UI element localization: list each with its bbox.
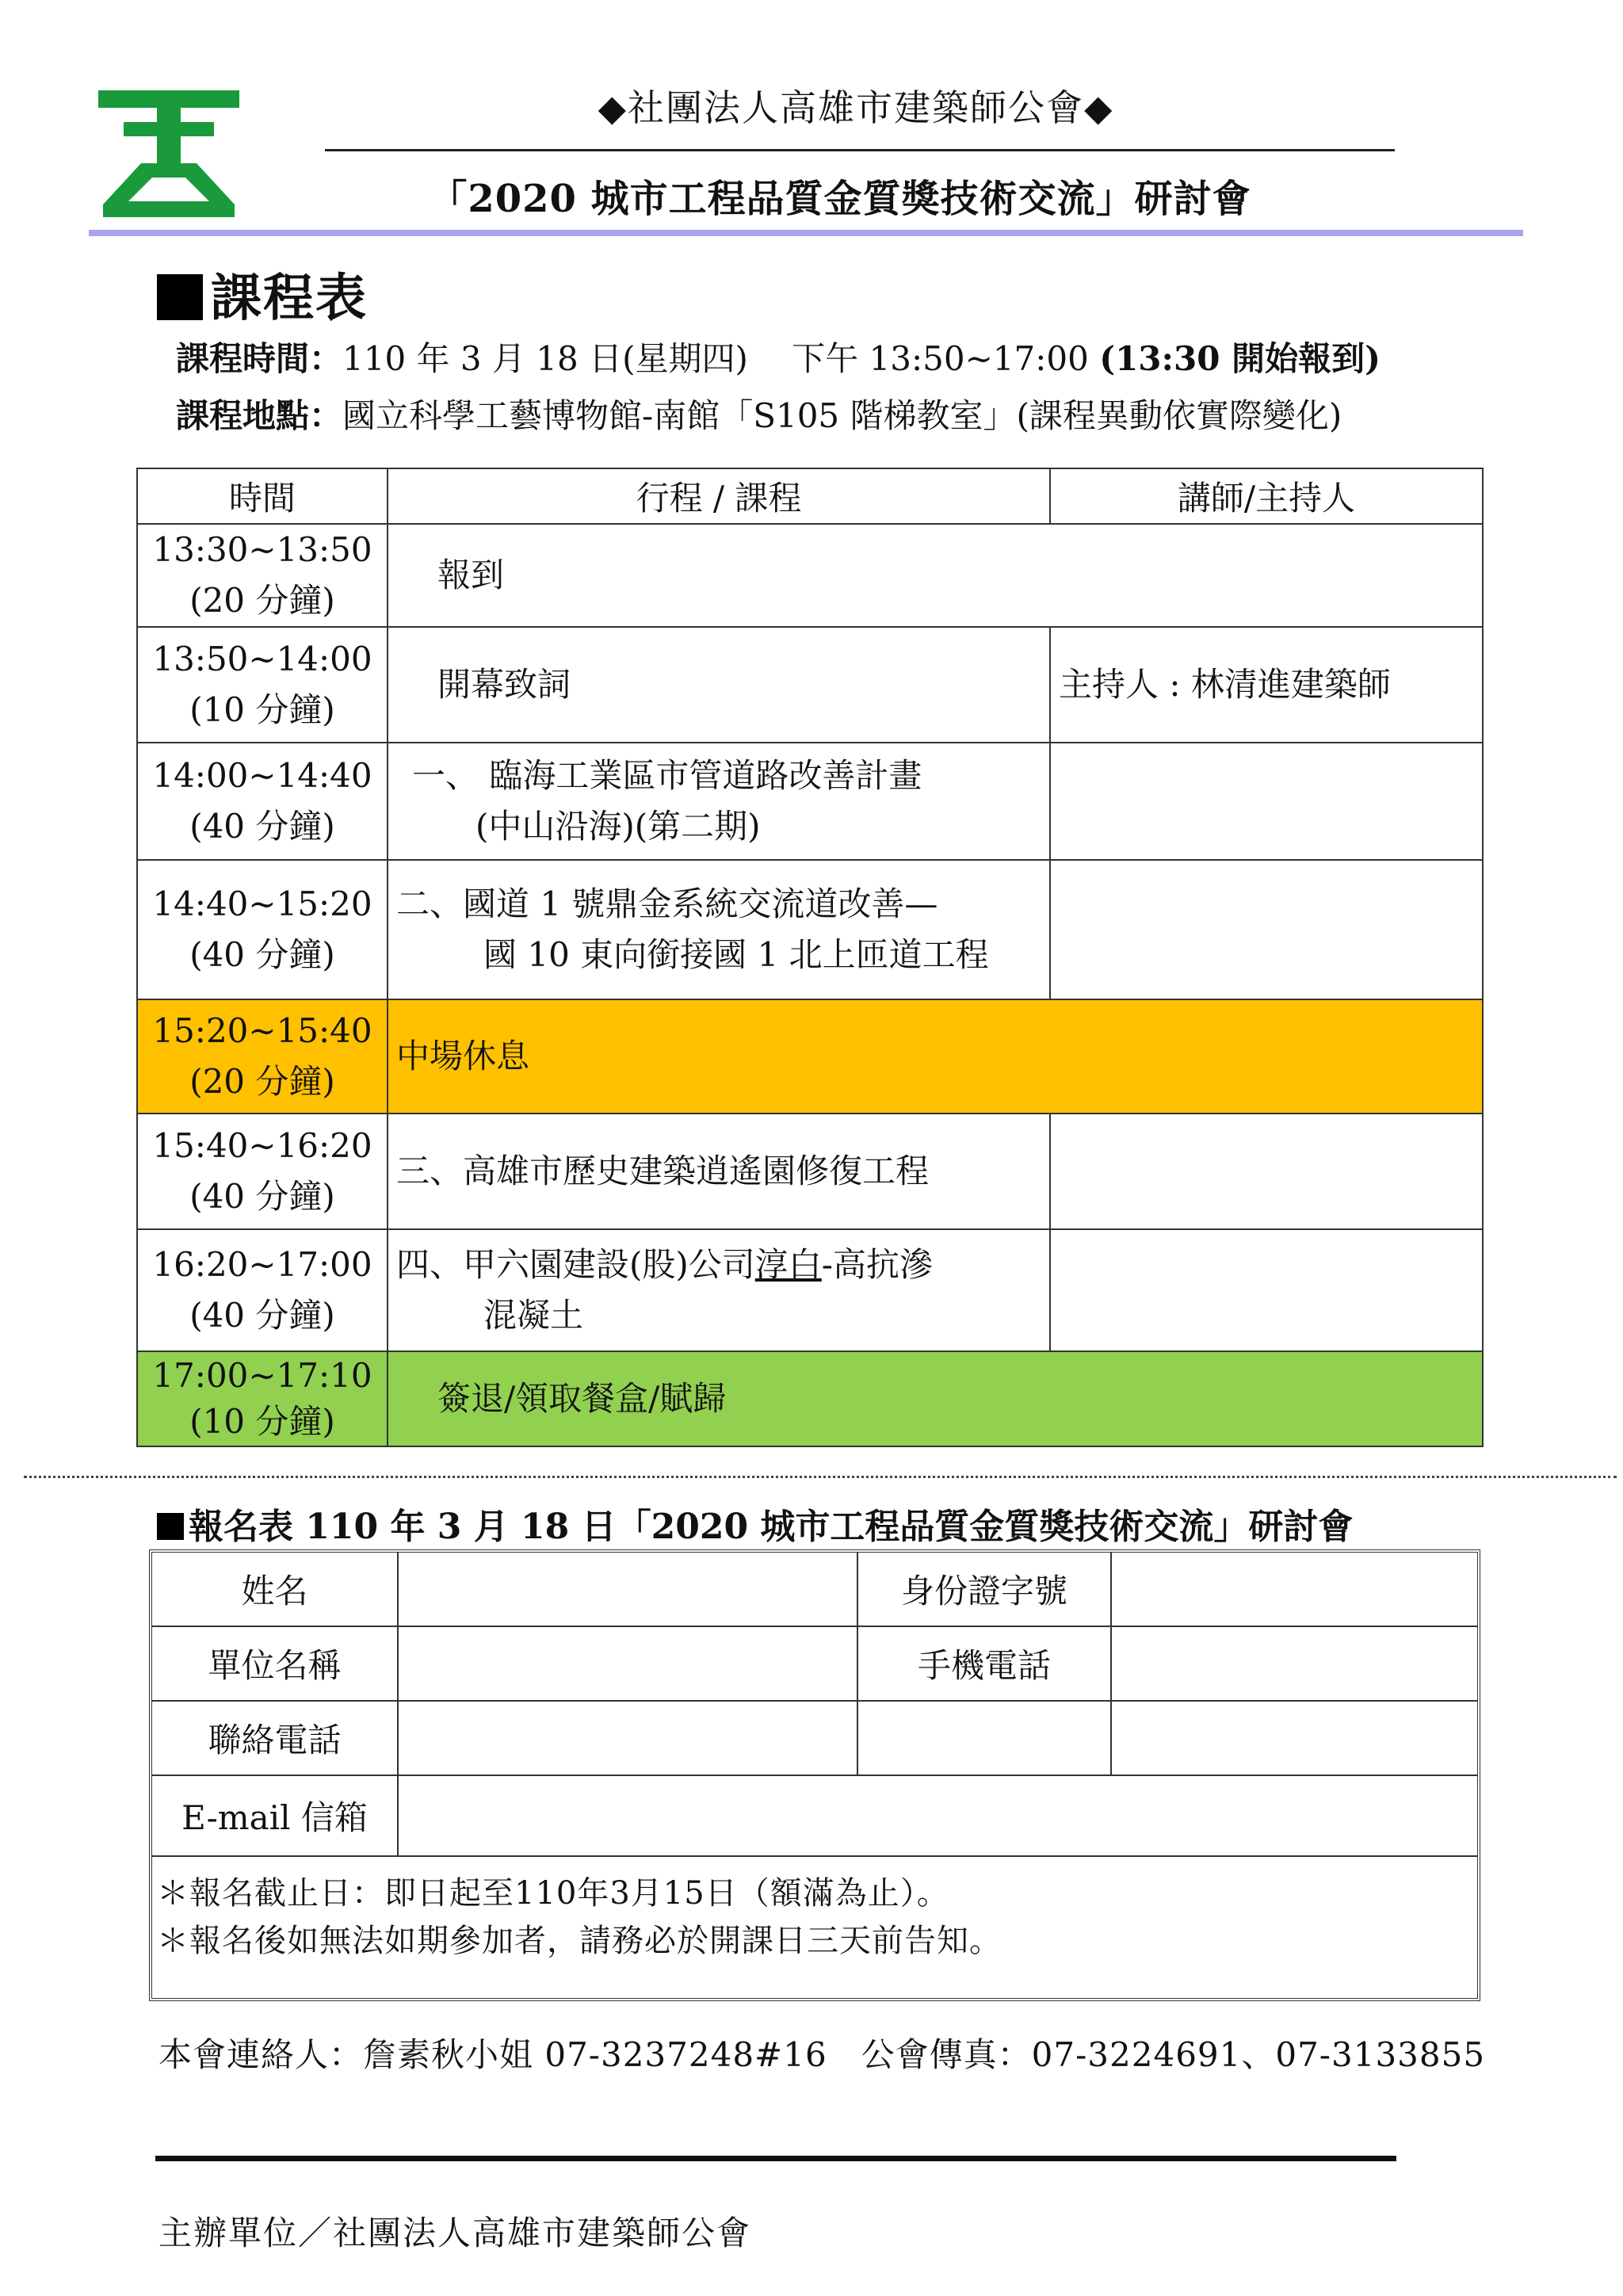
seminar-title: 「2020 城市工程品質金質獎技術交流」研討會 [429,177,1251,221]
time-range: 14:40~15:20 [152,884,372,923]
time-cell [137,743,388,860]
time-range: 15:40~16:20 [152,1126,372,1165]
duration: (20 分鐘) [189,581,335,620]
course-title: 報到 [437,556,505,594]
course-cell [388,627,1050,743]
schedule-heading-text: 課程表 [211,269,368,328]
blank-cell [1111,1701,1477,1775]
organization-label: 單位名稱 [152,1626,398,1701]
duration: (40 分鐘) [189,807,335,846]
column-header-course: 行程 / 課程 [388,468,1050,524]
course-title-underlined: 淳白 [754,1245,822,1284]
course-cell: 三、高雄市歷史建築逍遙園修復工程 [388,1114,1050,1229]
registration-form [149,1549,1480,2001]
time-cell [137,524,388,627]
duration: (10 分鐘) [189,690,335,729]
mobile-label: 手機電話 [857,1626,1111,1701]
course-cell [388,743,1050,860]
course-time-label: 課程時間： [176,339,343,378]
duration: (40 分鐘) [189,1296,335,1335]
footer-rule [155,2156,1396,2161]
table-row [137,1229,1483,1351]
course-title: 簽退/領取餐盒/賦歸 [437,1379,727,1418]
table-row [137,1114,1483,1229]
course-cell [388,860,1050,999]
header-purple-rule [89,230,1523,236]
lecturer-cell [1050,1229,1483,1351]
course-cell [388,1351,1483,1446]
time-range: 15:20~15:40 [152,1011,372,1050]
org-title: ◆社團法人高雄市建築師公會◆ [598,86,1114,129]
registration-table [152,1553,1477,1857]
time-range: 16:20~17:00 [152,1245,372,1284]
lecturer-cell: 主持人 : 林清進建築師 [1050,627,1483,743]
course-time-note: (13:30 開始報到) [1099,339,1381,378]
id-number-input[interactable] [1111,1553,1477,1626]
contact-info: 本會連絡人：詹素秋小姐 07-3237248#16 公會傳真：07-3224691、07-3133855 [158,2035,1486,2074]
registration-heading [157,1498,1353,1549]
phone-label: 聯絡電話 [152,1701,398,1775]
time-cell [137,860,388,999]
deadline-note: ＊報名截止日：即日起至110年3月15日（額滿為止）。 [157,1875,949,1912]
schedule-table [136,468,1484,1447]
course-place-label: 課程地點： [176,396,343,435]
organization-input[interactable] [398,1626,857,1701]
course-place-line [176,390,1342,437]
email-label: E-mail 信箱 [152,1775,398,1856]
id-number-label: 身份證字號 [857,1553,1111,1626]
column-header-time: 時間 [137,468,388,524]
registration-heading-text: 報名表 110 年 3 月 18 日「2020 城市工程品質金質獎技術交流」研討會 [189,1507,1354,1547]
schedule-header-row [137,468,1483,524]
dotted-separator [24,1476,1617,1478]
course-cell: 中場休息 [388,999,1483,1114]
time-cell [137,1114,388,1229]
name-input[interactable] [398,1553,857,1626]
course-cell [388,1229,1050,1351]
table-row-end [137,1351,1483,1446]
duration: (40 分鐘) [189,1177,335,1216]
course-title: 二、國道 1 號鼎金系統交流道改善— [396,884,938,923]
time-cell [137,627,388,743]
time-range: 13:50~14:00 [152,640,372,678]
lecturer-cell [1050,743,1483,860]
table-row [137,860,1483,999]
duration: (10 分鐘) [189,1402,335,1441]
course-title [396,1240,1049,1290]
duration: (40 分鐘) [189,935,335,974]
time-range: 14:00~14:40 [152,756,372,795]
time-range: 13:30~13:50 [152,530,372,569]
square-bullet-icon [157,274,203,320]
name-label: 姓名 [152,1553,398,1626]
course-time-line [176,333,1381,380]
time-cell [137,1229,388,1351]
course-title-line2: 混凝土 [483,1296,584,1335]
association-logo [94,86,244,222]
time-cell [137,1351,388,1446]
blank-cell [857,1701,1111,1775]
table-row-break [137,999,1483,1114]
square-bullet-icon [157,1513,184,1540]
registration-notes [152,1857,1477,1977]
course-time-value: 110 年 3 月 18 日(星期四) 下午 13:50~17:00 [342,339,1100,378]
table-row [137,627,1483,743]
organizer: 主辦單位／社團法人高雄市建築師公會 [158,2214,752,2252]
course-title-line2: 國 10 東向銜接國 1 北上匝道工程 [483,935,989,974]
course-title: 開幕致詞 [437,665,571,704]
column-header-lecturer: 講師/主持人 [1050,468,1483,524]
duration: (20 分鐘) [189,1062,335,1101]
course-cell [388,524,1483,627]
email-input[interactable] [398,1775,1477,1856]
phone-input[interactable] [398,1701,857,1775]
time-range: 17:00~17:10 [152,1356,372,1395]
header-divider [325,149,1395,151]
mobile-input[interactable] [1111,1626,1477,1701]
time-cell [137,999,388,1114]
lecturer-cell [1050,860,1483,999]
table-row [137,743,1483,860]
schedule-heading [157,258,368,330]
course-title-part: -高抗滲 [821,1245,933,1284]
course-title-line2: (中山沿海)(第二期) [475,807,761,846]
table-row [137,524,1483,627]
course-place-value: 國立科學工藝博物館-南館「S105 階梯教室」(課程異動依實際變化) [342,396,1342,435]
cancellation-note: ＊報名後如無法如期參加者，請務必於開課日三天前告知。 [157,1923,1002,1959]
lecturer-cell [1050,1114,1483,1229]
course-title-part: 四、甲六園建設(股)公司 [396,1245,755,1284]
course-title: 一、 臨海工業區市管道路改善計畫 [412,756,922,795]
